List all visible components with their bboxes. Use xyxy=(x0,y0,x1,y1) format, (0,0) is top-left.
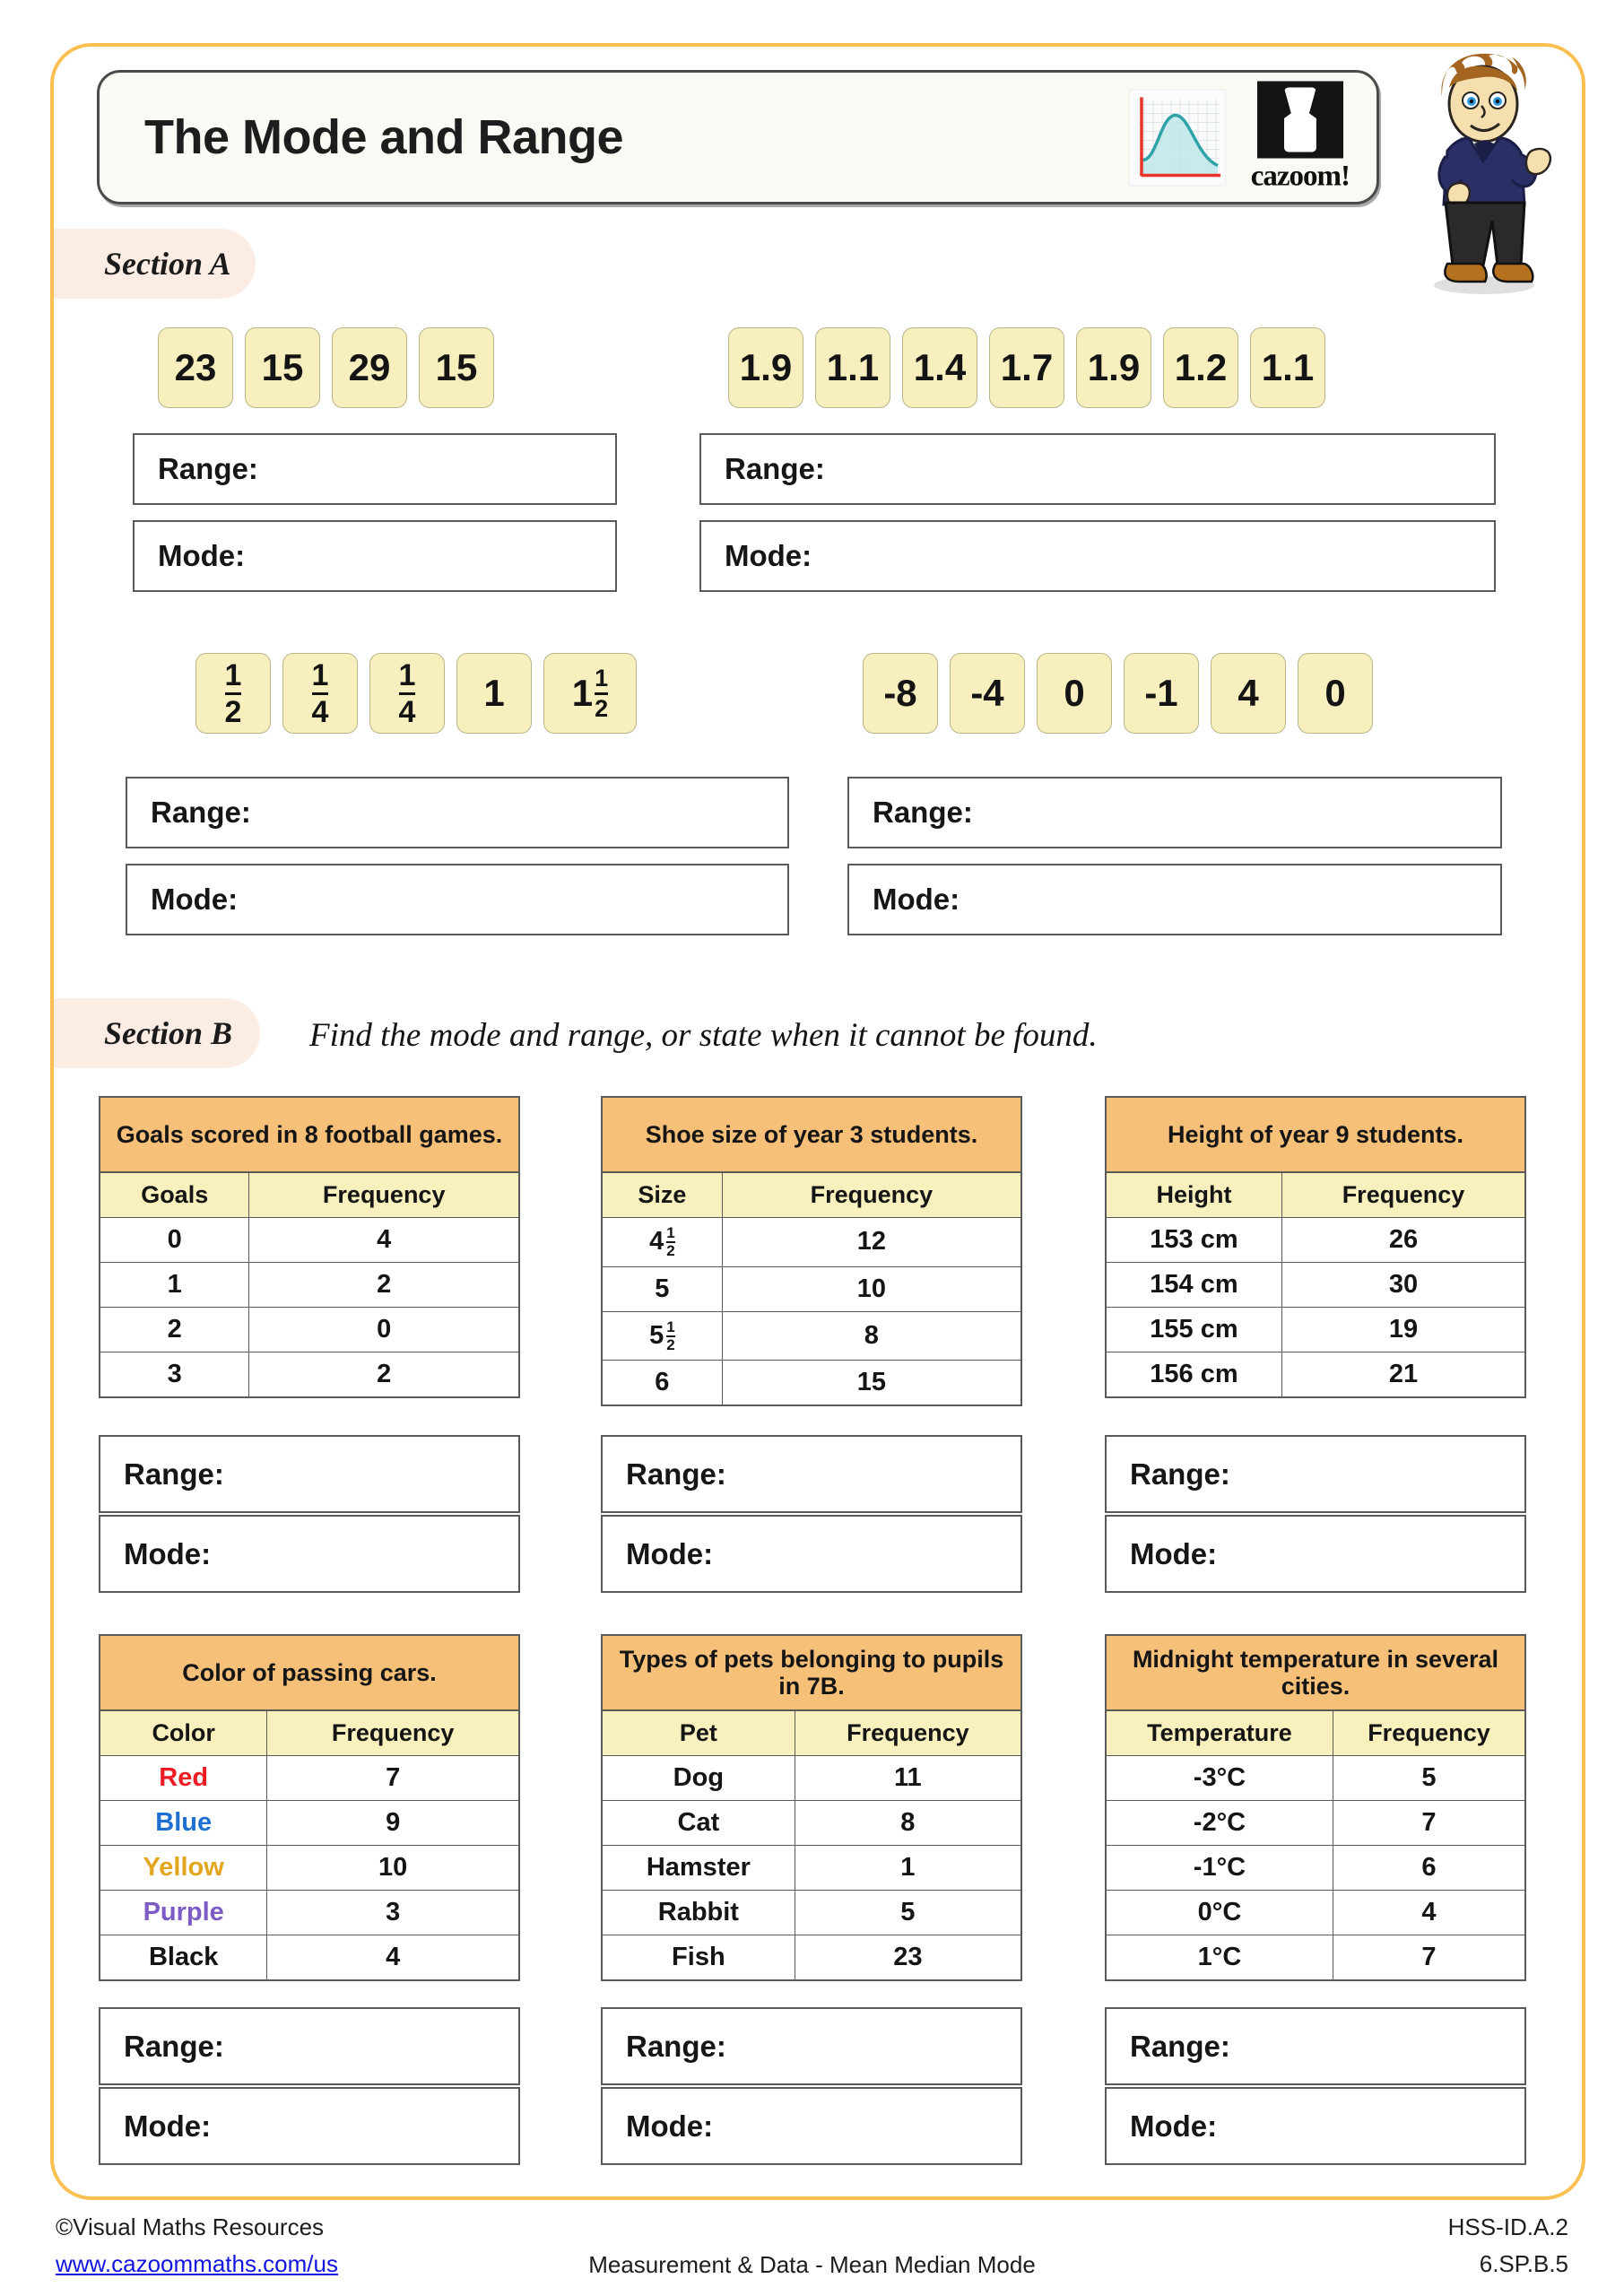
number-card xyxy=(195,653,271,734)
table-row xyxy=(1106,1263,1525,1308)
goals-mode-box[interactable] xyxy=(99,1515,520,1593)
category-cell: -1°C xyxy=(1106,1846,1333,1891)
q4-card-row xyxy=(863,653,1373,734)
fraction: $\frac{1}{4}$ xyxy=(398,657,416,729)
frequency-cell: 9 xyxy=(267,1801,519,1846)
fraction: $\frac{1}{4}$ xyxy=(311,657,329,729)
frequency-cell: 12 xyxy=(722,1218,1021,1267)
category-cell: 154 cm xyxy=(1106,1263,1281,1308)
category-cell: 156 cm xyxy=(1106,1352,1281,1398)
category-cell: 0°C xyxy=(1106,1891,1333,1935)
frequency-table-height xyxy=(1105,1096,1526,1398)
frequency-cell: 19 xyxy=(1281,1308,1525,1352)
number-card: 1.9 xyxy=(1076,327,1151,408)
copyright-text: ©Visual Maths Resources xyxy=(56,2213,325,2240)
column-header: Frequency xyxy=(795,1710,1021,1756)
category-cell: -3°C xyxy=(1106,1756,1333,1801)
footer-right xyxy=(1448,2213,1568,2278)
q4-range-label: Range: xyxy=(873,796,973,829)
number-card: -8 xyxy=(863,653,938,734)
category-cell: 2 xyxy=(100,1308,249,1352)
table-row xyxy=(100,1891,519,1935)
mixed-number: 5 $\frac{1}{2}$ xyxy=(649,1318,675,1353)
column-header: Frequency xyxy=(1281,1172,1525,1218)
pets-range-label: Range: xyxy=(626,2029,726,2063)
category-cell: Cat xyxy=(602,1801,795,1846)
number-card xyxy=(543,653,637,734)
section-a-banner xyxy=(54,229,256,299)
column-header: Frequency xyxy=(1333,1710,1525,1756)
pets-mode-label: Mode: xyxy=(626,2109,714,2143)
q2-range-label: Range: xyxy=(725,452,825,485)
table-row xyxy=(602,1311,1021,1361)
temperature-mode-box[interactable] xyxy=(1105,2087,1526,2165)
frequency-table-goals xyxy=(99,1096,520,1398)
temperature-range-box[interactable] xyxy=(1105,2007,1526,2085)
number-card: 1 xyxy=(456,653,532,734)
height-range-box[interactable] xyxy=(1105,1435,1526,1513)
mixed-number: 1 $\frac{1}{2}$ xyxy=(571,664,609,722)
table-row xyxy=(602,1846,1021,1891)
table-row xyxy=(100,1756,519,1801)
frequency-cell: 30 xyxy=(1281,1263,1525,1308)
number-card: 1.1 xyxy=(815,327,890,408)
height-mode-label: Mode: xyxy=(1130,1536,1218,1570)
title-bar xyxy=(97,70,1379,204)
column-header: Frequency xyxy=(249,1172,519,1218)
q2-mode-label: Mode: xyxy=(725,539,812,572)
frequency-cell: 8 xyxy=(722,1311,1021,1361)
frequency-cell: 6 xyxy=(1333,1846,1525,1891)
q1-range-label: Range: xyxy=(158,452,258,485)
column-header: Height xyxy=(1106,1172,1281,1218)
frequency-cell: 5 xyxy=(1333,1756,1525,1801)
category-cell: 1 xyxy=(100,1263,249,1308)
number-card xyxy=(369,653,445,734)
table-row xyxy=(1106,1846,1525,1891)
table-row xyxy=(602,1891,1021,1935)
table-row xyxy=(602,1756,1021,1801)
table-row xyxy=(1106,1756,1525,1801)
q1-card-row xyxy=(158,327,494,408)
number-card: 29 xyxy=(332,327,407,408)
temperature-range-label: Range: xyxy=(1130,2029,1230,2063)
q2-card-row xyxy=(728,327,1325,408)
frequency-cell: 3 xyxy=(267,1891,519,1935)
footer xyxy=(0,2213,1624,2296)
number-card: 4 xyxy=(1211,653,1286,734)
table-row xyxy=(602,1266,1021,1311)
goals-range-label: Range: xyxy=(124,1457,224,1491)
category-cell: 155 cm xyxy=(1106,1308,1281,1352)
q1-mode-box[interactable] xyxy=(133,520,617,592)
q3-mode-box[interactable] xyxy=(126,864,789,935)
q3-range-box[interactable] xyxy=(126,777,789,848)
standard-code-2: 6.SP.B.5 xyxy=(1479,2250,1568,2277)
brand-block xyxy=(1129,82,1350,194)
footer-topic: Measurement & Data - Mean Median Mode xyxy=(588,2251,1036,2278)
number-card: 1.9 xyxy=(728,327,803,408)
brand-wordmark: cazoom! xyxy=(1250,160,1350,193)
q1-mode-label: Mode: xyxy=(158,539,246,572)
category-cell: 6 xyxy=(602,1361,722,1406)
website-link[interactable]: www.cazoommaths.com/us xyxy=(56,2250,338,2277)
column-header: Goals xyxy=(100,1172,249,1218)
table-title: Color of passing cars. xyxy=(100,1635,519,1710)
category-cell xyxy=(602,1311,722,1361)
table-row xyxy=(100,1846,519,1891)
frequency-cell: 11 xyxy=(795,1756,1021,1801)
cazoom-logo xyxy=(1251,82,1350,194)
car-color-mode-box[interactable] xyxy=(99,2087,520,2165)
shoe-size-range-box[interactable] xyxy=(601,1435,1022,1513)
table-row xyxy=(100,1352,519,1398)
column-header: Color xyxy=(100,1710,267,1756)
mixed-number: 4 $\frac{1}{2}$ xyxy=(649,1224,675,1259)
frequency-cell: 26 xyxy=(1281,1218,1525,1263)
frequency-cell: 4 xyxy=(1333,1891,1525,1935)
category-cell: 1°C xyxy=(1106,1935,1333,1981)
category-cell: Yellow xyxy=(100,1846,267,1891)
column-header: Frequency xyxy=(722,1172,1021,1218)
number-card: 0 xyxy=(1298,653,1373,734)
number-card: 1.7 xyxy=(989,327,1064,408)
number-card: 1.4 xyxy=(902,327,977,408)
table-row xyxy=(1106,1801,1525,1846)
number-card: 15 xyxy=(245,327,320,408)
car-color-mode-label: Mode: xyxy=(124,2109,212,2143)
table-row xyxy=(602,1935,1021,1981)
frequency-table-temperature xyxy=(1105,1634,1526,1981)
number-card: -1 xyxy=(1124,653,1199,734)
column-header: Size xyxy=(602,1172,722,1218)
table-row xyxy=(100,1263,519,1308)
number-card: 0 xyxy=(1037,653,1112,734)
frequency-cell: 2 xyxy=(249,1352,519,1398)
frequency-cell: 2 xyxy=(249,1263,519,1308)
number-card: 15 xyxy=(419,327,494,408)
column-header: Frequency xyxy=(267,1710,519,1756)
table-title: Types of pets belonging to pupils in 7B. xyxy=(602,1635,1021,1710)
section-b-instruction: Find the mode and range, or state when it cannot be found. xyxy=(309,1017,1098,1054)
frequency-cell: 5 xyxy=(795,1891,1021,1935)
frequency-cell: 8 xyxy=(795,1801,1021,1846)
frequency-cell: 7 xyxy=(1333,1935,1525,1981)
frequency-cell: 23 xyxy=(795,1935,1021,1981)
goals-range-box[interactable] xyxy=(99,1435,520,1513)
car-color-range-label: Range: xyxy=(124,2029,224,2063)
standard-code-1: HSS-ID.A.2 xyxy=(1447,2213,1568,2240)
category-cell: 3 xyxy=(100,1352,249,1398)
category-cell: Purple xyxy=(100,1891,267,1935)
category-cell: Rabbit xyxy=(602,1891,795,1935)
category-cell xyxy=(602,1218,722,1267)
frequency-cell: 7 xyxy=(1333,1801,1525,1846)
height-range-label: Range: xyxy=(1130,1457,1230,1491)
car-color-range-box[interactable] xyxy=(99,2007,520,2085)
q3-range-label: Range: xyxy=(151,796,251,829)
table-row xyxy=(100,1935,519,1981)
column-header: Temperature xyxy=(1106,1710,1333,1756)
category-cell: 5 xyxy=(602,1266,722,1311)
shoe-size-mode-box[interactable] xyxy=(601,1515,1022,1593)
table-row xyxy=(1106,1891,1525,1935)
fraction: $\frac{1}{2}$ xyxy=(224,657,242,729)
table-row xyxy=(602,1361,1021,1406)
bell-curve-histogram-icon xyxy=(1129,89,1226,186)
frequency-cell: 4 xyxy=(267,1935,519,1981)
category-cell: -2°C xyxy=(1106,1801,1333,1846)
category-cell: Black xyxy=(100,1935,267,1981)
q2-mode-box[interactable] xyxy=(699,520,1496,592)
table-row xyxy=(1106,1218,1525,1263)
height-mode-box[interactable] xyxy=(1105,1515,1526,1593)
table-row xyxy=(100,1218,519,1263)
table-title: Height of year 9 students. xyxy=(1106,1097,1525,1172)
number-card: 23 xyxy=(158,327,233,408)
table-row xyxy=(602,1801,1021,1846)
category-cell: 153 cm xyxy=(1106,1218,1281,1263)
shoe-size-range-label: Range: xyxy=(626,1457,726,1491)
table-title: Midnight temperature in several cities. xyxy=(1106,1635,1525,1710)
category-cell: Blue xyxy=(100,1801,267,1846)
section-b-label: Section B xyxy=(104,1015,233,1051)
frequency-cell: 10 xyxy=(267,1846,519,1891)
frequency-cell: 7 xyxy=(267,1756,519,1801)
category-cell: Dog xyxy=(602,1756,795,1801)
number-card: 1.2 xyxy=(1163,327,1238,408)
boy-student-pointing-icon xyxy=(1399,45,1569,296)
number-card: 1.1 xyxy=(1250,327,1325,408)
frequency-cell: 10 xyxy=(722,1266,1021,1311)
pets-mode-box[interactable] xyxy=(601,2087,1022,2165)
section-b-banner xyxy=(54,998,260,1068)
hourglass-icon xyxy=(1257,82,1343,159)
table-row xyxy=(100,1801,519,1846)
frequency-cell: 0 xyxy=(249,1308,519,1352)
column-header: Pet xyxy=(602,1710,795,1756)
frequency-cell: 4 xyxy=(249,1218,519,1263)
frequency-table-pets xyxy=(601,1634,1022,1981)
frequency-cell: 15 xyxy=(722,1361,1021,1406)
category-cell: Fish xyxy=(602,1935,795,1981)
table-row xyxy=(1106,1308,1525,1352)
table-title: Shoe size of year 3 students. xyxy=(602,1097,1021,1172)
category-cell: 0 xyxy=(100,1218,249,1263)
pets-range-box[interactable] xyxy=(601,2007,1022,2085)
number-card xyxy=(282,653,358,734)
table-row xyxy=(100,1308,519,1352)
table-row xyxy=(602,1218,1021,1267)
q3-card-row xyxy=(195,653,637,734)
frequency-table-car-color xyxy=(99,1634,520,1981)
q4-mode-box[interactable] xyxy=(847,864,1502,935)
goals-mode-label: Mode: xyxy=(124,1536,212,1570)
q2-range-box[interactable] xyxy=(699,433,1496,505)
frequency-cell: 21 xyxy=(1281,1352,1525,1398)
category-cell: Red xyxy=(100,1756,267,1801)
frequency-table-shoe-size xyxy=(601,1096,1022,1406)
frequency-cell: 1 xyxy=(795,1846,1021,1891)
shoe-size-mode-label: Mode: xyxy=(626,1536,714,1570)
q1-range-box[interactable] xyxy=(133,433,617,505)
q4-range-box[interactable] xyxy=(847,777,1502,848)
category-cell: Hamster xyxy=(602,1846,795,1891)
section-a-label: Section A xyxy=(104,246,231,282)
q4-mode-label: Mode: xyxy=(873,883,960,916)
table-title: Goals scored in 8 football games. xyxy=(100,1097,519,1172)
temperature-mode-label: Mode: xyxy=(1130,2109,1218,2143)
page-title: The Mode and Range xyxy=(144,110,624,164)
table-row xyxy=(1106,1935,1525,1981)
table-row xyxy=(1106,1352,1525,1398)
q3-mode-label: Mode: xyxy=(151,883,239,916)
number-card: -4 xyxy=(950,653,1025,734)
